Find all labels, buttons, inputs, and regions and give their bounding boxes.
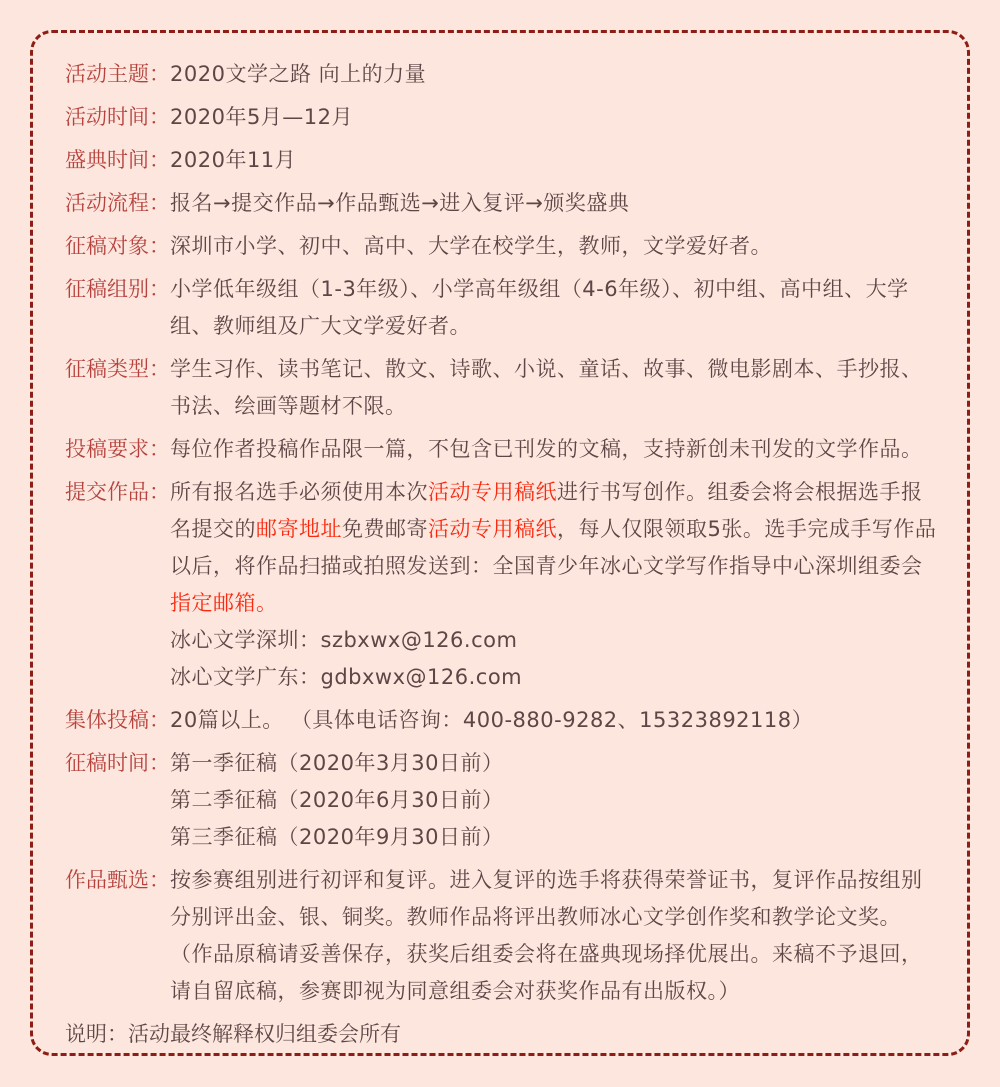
row-line [170, 185, 937, 222]
text-segment: 2020年11月 [170, 148, 297, 172]
row-line [170, 819, 937, 856]
notice-panel [30, 30, 970, 1056]
row-line [170, 142, 937, 179]
row-line [170, 271, 937, 345]
row-content [170, 185, 937, 222]
row-label: 活动主题： [65, 62, 170, 86]
info-row [65, 271, 937, 345]
row-content [170, 862, 937, 1010]
note-label: 说明： [65, 1022, 128, 1046]
row-content [170, 228, 937, 265]
row-label: 征稿时间： [65, 751, 170, 775]
row-line [170, 782, 937, 819]
row-content [170, 99, 937, 136]
row-label: 作品甄选： [65, 868, 170, 892]
text-segment: 报名→提交作品→作品甄选→进入复评→颁奖盛典 [170, 191, 630, 215]
row-line [170, 745, 937, 782]
row-label: 投稿要求： [65, 437, 170, 461]
text-segment: 按参赛组别进行初评和复评。进入复评的选手将获得荣誉证书，复评作品按组别分别评出金、银、铜奖。教师作品将评出教师冰心文学创作奖和教学论文奖。 （作品原稿请妥善保存，获奖后组委会将在盛典现场择优展出。来稿不予退回，请自留底稿，参赛即视为同意组委会对获奖作品有出版权。） [170, 868, 923, 1003]
info-row [65, 431, 937, 468]
row-label: 活动流程： [65, 191, 170, 215]
row-label: 征稿对象： [65, 234, 170, 258]
row-line [170, 474, 937, 622]
row-line [170, 862, 937, 1010]
row-label: 盛典时间： [65, 148, 170, 172]
info-row [65, 351, 937, 425]
text-segment: 进行书写创作。组委会将会根据选手报名提交的 [170, 480, 923, 541]
text-segment: 冰心文学深圳：szbxwx@126.com [170, 628, 518, 652]
info-row [65, 99, 937, 136]
row-content [170, 351, 937, 425]
row-content [170, 431, 937, 468]
text-segment: 第二季征稿（2020年6月30日前） [170, 788, 504, 812]
row-label: 活动时间： [65, 105, 170, 129]
row-label: 提交作品： [65, 480, 170, 504]
row-line [170, 351, 937, 425]
info-row [65, 474, 937, 696]
text-segment: ，每人仅限领取5张。选手完成手写作品以后，将作品扫描或拍照发送到：全国青少年冰心文学写作指导中心深圳组委会 [170, 517, 937, 578]
row-line [170, 56, 937, 93]
info-row [65, 185, 937, 222]
info-row [65, 862, 937, 1010]
highlighted-text: 邮寄地址 [256, 517, 342, 541]
info-row [65, 702, 937, 739]
info-row [65, 745, 937, 856]
row-line [170, 431, 937, 468]
row-content [170, 56, 937, 93]
row-line [170, 702, 937, 739]
text-segment: 小学低年级组（1-3年级）、小学高年级组（4-6年级）、初中组、高中组、大学组、教师组及广大文学爱好者。 [170, 277, 909, 338]
row-content [170, 702, 937, 739]
text-segment: 第一季征稿（2020年3月30日前） [170, 751, 504, 775]
highlighted-text: 活动专用稿纸 [428, 480, 557, 504]
row-content [170, 474, 937, 696]
text-segment: 第三季征稿（2020年9月30日前） [170, 825, 504, 849]
text-segment: 2020年5月—12月 [170, 105, 354, 129]
row-label: 征稿组别： [65, 277, 170, 301]
row-content [170, 142, 937, 179]
text-segment: 2020文学之路 向上的力量 [170, 62, 427, 86]
note-text: 活动最终解释权归组委会所有 [128, 1022, 401, 1046]
row-line [170, 228, 937, 265]
row-line [170, 659, 937, 696]
row-line [170, 622, 937, 659]
text-segment: 每位作者投稿作品限一篇，不包含已刊发的文稿，支持新创未刊发的文学作品。 [170, 437, 923, 461]
highlighted-text: 活动专用稿纸 [428, 517, 557, 541]
info-row [65, 56, 937, 93]
info-row [65, 228, 937, 265]
text-segment: 20篇以上。 （具体电话咨询：400-880-9282、15323892118） [170, 708, 814, 732]
row-label: 征稿类型： [65, 357, 170, 381]
text-segment: 免费邮寄 [342, 517, 428, 541]
highlighted-text: 指定邮箱。 [170, 591, 278, 615]
info-row [65, 142, 937, 179]
text-segment: 冰心文学广东：gdbxwx@126.com [170, 665, 523, 689]
row-line [170, 99, 937, 136]
row-content [170, 271, 937, 345]
text-segment: 深圳市小学、初中、高中、大学在校学生，教师，文学爱好者。 [170, 234, 772, 258]
text-segment: 所有报名选手必须使用本次 [170, 480, 428, 504]
row-label: 集体投稿： [65, 708, 170, 732]
rows-container [65, 56, 937, 1010]
row-content [170, 745, 937, 856]
note-row [65, 1016, 937, 1053]
text-segment: 学生习作、读书笔记、散文、诗歌、小说、童话、故事、微电影剧本、手抄报、书法、绘画等题材不限。 [170, 357, 923, 418]
